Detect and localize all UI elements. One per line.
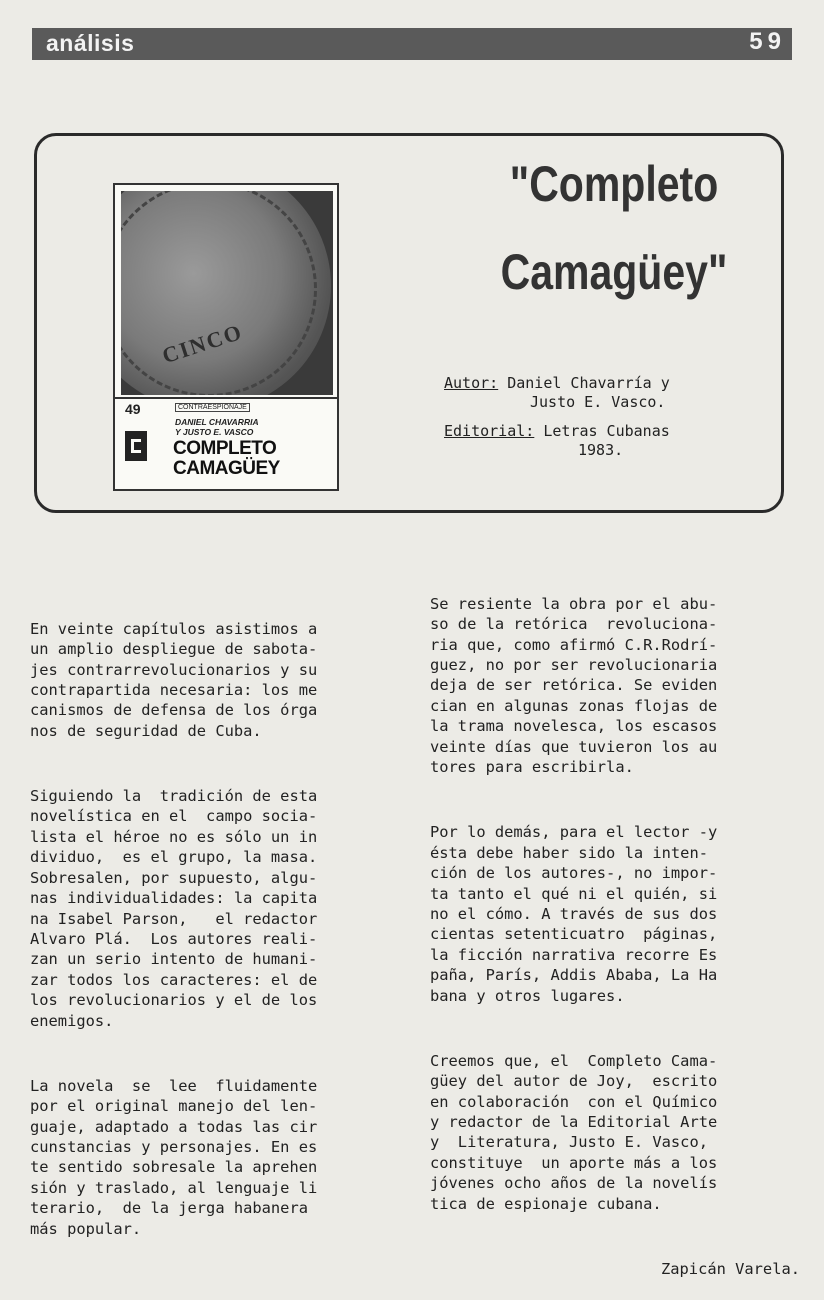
section-label: análisis — [46, 30, 135, 56]
book-cover — [113, 183, 339, 491]
cover-divider — [115, 397, 337, 399]
publisher-key: Editorial: — [444, 422, 535, 440]
header-bar — [32, 28, 792, 60]
paragraph: En veinte capítulos asistimos a un amplio despliegue de sabota- jes contrarrevolucionarios y su contrapartida necesaria: los me canismos de defensa de los órga nos de seguridad de Cuba. — [30, 619, 318, 740]
author-line — [444, 374, 670, 393]
article-column-right — [430, 553, 802, 1300]
paragraph: Siguiendo la tradición de esta novelística en el campo socia- lista el héroe no es sólo un in dividuo, es el grupo, la masa. Sobresalen, por supuesto, algu- nas individualidades: la capita na Isabel Parson, el redactor Alvaro Plá. Los autores reali- zan un serio intento de humani- zar todos los caracteres: el de los revolucionarios y el de los enemigos. — [30, 787, 318, 1030]
cover-title: COMPLETO CAMAGÜEY — [173, 438, 280, 479]
signature: Zapicán Varela. — [661, 1259, 800, 1278]
author-key: Autor: — [444, 374, 499, 392]
publisher-value: Letras Cubanas — [534, 422, 670, 440]
paragraph: Creemos que, el Completo Cama- güey del autor de Joy, escrito en colaboración con el Químico y redactor de la Editorial Arte y Literatura, Justo E. Vasco, constituye un aporte más a los jóvenes ocho años de la novelís tica de espionaje cubana. — [430, 1051, 718, 1213]
cover-series: CONTRAESPIONAJE — [175, 403, 250, 412]
paragraph: Por lo demás, para el lector -y ésta debe haber sido la inten- ción de los autores-, no impor- ta tanto el qué ni el quién, si no el cómo. A través de sus dos cientas setenticuatro páginas, la ficción narrativa recorre Es paña, París, Addis Ababa, La Ha bana y otros lugares. — [430, 823, 718, 1005]
cover-authors: DANIEL CHAVARRIA Y JUSTO E. VASCO — [175, 417, 259, 437]
coin-text: CINCO — [159, 318, 247, 369]
review-title — [483, 140, 745, 316]
review-title-line1: "Completo — [509, 156, 719, 212]
page-number: 59 — [749, 28, 786, 55]
author-value: Daniel Chavarría y — [498, 374, 670, 392]
review-title-line2: Camagüey" — [500, 244, 728, 300]
cover-number: 49 — [125, 401, 141, 417]
paragraph: Se resiente la obra por el abu- so de la retórica revoluciona- ria que, como afirmó C.R.Rodrí- guez, no por ser revolucionaria deja de ser retórica. Se eviden cian en algunas zonas flojas de la trama novelesca, los escasos veinte días que tuvieron los au tores para escribirla. — [430, 594, 718, 777]
paragraph: La novela se lee fluidamente por el original manejo del len- guaje, adaptado a todas las cir cunstancias y personajes. En es te sentido sobresale la aprehen sión y traslado, al lenguaje li terario, de la jerga habanera más popular. — [30, 1076, 318, 1238]
article-column-left — [30, 578, 400, 1263]
author-line-2: Justo E. Vasco. — [530, 393, 666, 411]
publisher-year: 1983. — [578, 441, 624, 459]
publisher-logo-icon — [125, 431, 147, 461]
cover-photo — [121, 191, 333, 395]
publisher-line — [444, 422, 670, 441]
